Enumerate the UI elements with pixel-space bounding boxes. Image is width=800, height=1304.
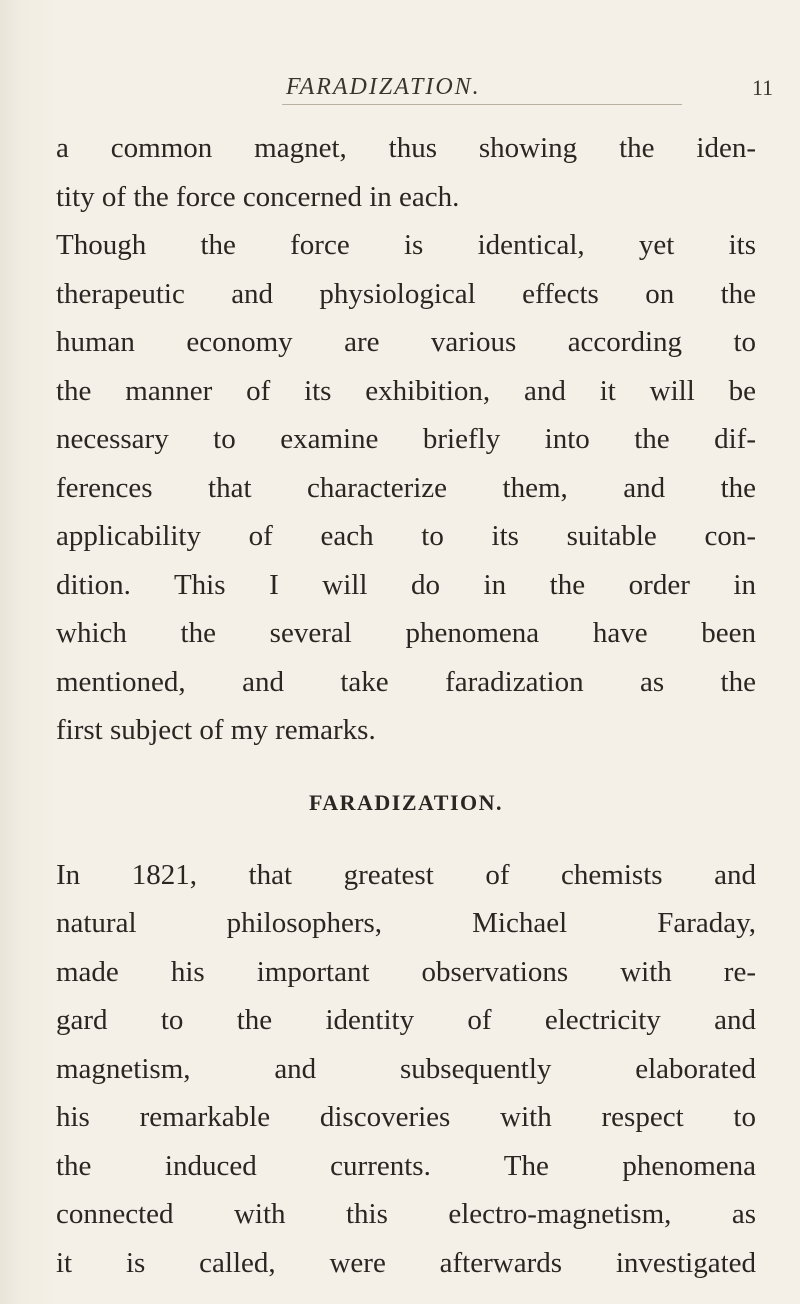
text-line: magnetism, and subsequently elaborated [56,1052,756,1085]
header-rule [282,104,682,105]
text-line: tity of the force concerned in each. [56,180,460,213]
text-line: his remarkable discoveries with respect to [56,1101,756,1133]
text-line: the induced currents. The phenomena [56,1149,756,1182]
text-line: it is called, were afterwards investigated [56,1246,756,1279]
text-line: applicability of each to its suitable con- [56,520,756,552]
text-line: the manner of its exhibition, and it will be [56,374,756,407]
text-line: human economy are various according to [56,326,756,358]
text-line: a common magnet, thus showing the iden- [56,132,756,164]
section-heading: FARADIZATION. [308,789,504,815]
text-line: mentioned, and take faradization as the [56,665,756,698]
text-line: natural philosophers, Michael Faraday, [56,907,756,939]
text-line: which the several phenomena have been [56,617,756,649]
paragraph-continuation [56,124,756,221]
section-paragraph [56,851,756,1288]
text-line: connected with this electro-magnetism, as [56,1198,756,1230]
running-title: FARADIZATION. [286,74,481,100]
text-line: In 1821, that greatest of chemists and [56,858,756,891]
page-number: 11 [752,75,774,100]
body-text [56,124,756,1287]
text-line: Though the force is identical, yet its [56,229,756,261]
text-line: ferences that characterize them, and the [56,471,756,504]
text-line: gard to the identity of electricity and [56,1004,756,1036]
text-line: therapeutic and physiological effects on the [56,277,756,310]
text-line: made his important observations with re- [56,955,756,988]
text-line: necessary to examine briefly into the dif- [56,423,756,455]
text-line: first subject of my remarks. [56,714,376,746]
running-head [0,74,800,106]
paragraph [56,221,756,755]
text-line: dition. This I will do in the order in [56,568,756,601]
